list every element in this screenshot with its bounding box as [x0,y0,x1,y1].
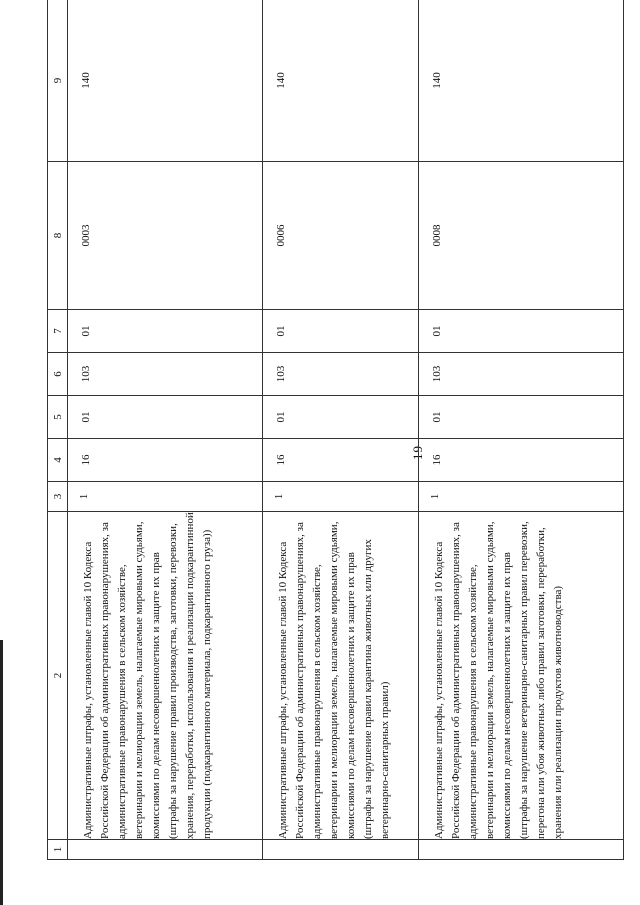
cell-value: 01 [80,325,93,337]
description-cell [418,512,623,840]
cell-col8 [263,162,418,310]
cell-col9 [68,0,263,162]
cell-value: 01 [275,325,288,337]
header-cell: 5 [48,396,68,439]
cell-value: 140 [430,72,443,89]
table-row [68,0,263,860]
cell-col6 [68,353,263,396]
cell-col1 [263,840,418,860]
cell-col7 [418,310,623,353]
cell-value: 140 [80,72,93,89]
cell-value: 01 [430,411,443,423]
cell-col4 [68,439,263,482]
cell-col7 [68,310,263,353]
cell-value: 1 [78,493,91,500]
cell-value: 103 [80,365,93,383]
cell-col8 [68,162,263,310]
cell-value: 01 [275,411,288,423]
cell-value: 16 [275,454,288,466]
cell-col4 [263,439,418,482]
header-cell: 7 [48,310,68,353]
header-cell: 3 [48,482,68,512]
cell-col9 [263,0,418,162]
cell-value: 103 [430,365,443,383]
cell-col8 [418,162,623,310]
cell-col4 [418,439,623,482]
cell-col3 [68,482,263,512]
cell-col5 [418,396,623,439]
cell-col3 [418,482,623,512]
description-text: Административные штрафы, установленные главой 10 Кодекса Российской Федерации об административных правонарушениях, за административные правонарушения в сельском хозяйстве, ветеринарии и мелиорации земель, налагаемые мировыми судьями, комиссиями по делам несовершеннолетних и защите их прав (штрафы за нарушение правил производства, заготовки, перевозки, хранения, переработки, использования и реализации подкарантинной продукции (подкарантинного материала, подкарантинного груза)) [82,512,214,839]
header-cell: 4 [48,439,68,482]
cell-value: 103 [275,365,288,383]
header-cell: 2 [48,512,68,840]
table-row [418,0,623,860]
cell-col3 [263,482,418,512]
description-cell [263,512,418,840]
header-cell: 1 [48,840,68,860]
header-cell: 6 [48,353,68,396]
header-cell: 8 [48,162,68,310]
cell-value: 140 [275,72,288,89]
header-cell: 9 [48,0,68,162]
cell-col6 [418,353,623,396]
description-text: Административные штрафы, установленные главой 10 Кодекса Российской Федерации об административных правонарушениях, за административные правонарушения в сельском хозяйстве, ветеринарии и мелиорации земель, налагаемые мировыми судьями, комиссиями по делам несовершеннолетних и защите их прав (штрафы за нарушение правил карантина животных или других ветеринарно-санитарных правил) [277,521,392,839]
cell-col7 [263,310,418,353]
cell-col5 [68,396,263,439]
cell-value: 01 [80,411,93,423]
page-number: 19 [410,445,425,460]
cell-value: 1 [428,493,441,500]
description-cell [68,512,263,840]
cell-value: 0003 [80,224,93,247]
cell-col5 [263,396,418,439]
cell-col6 [263,353,418,396]
cell-col1 [418,840,623,860]
description-text: Административные штрафы, установленные главой 10 Кодекса Российской Федерации об административных правонарушениях, за административные правонарушения в сельском хозяйстве, ветеринарии и мелиорации земель, налагаемые мировыми судьями, комиссиями по делам несовершеннолетних и защите их прав (штрафы за нарушение ветеринарно-санитарных правил перевозки, перегона или убоя животных либо правил заготовки, переработки, хранения или реализации продуктов животноводства) [432,521,564,839]
cell-value: 01 [430,325,443,337]
cell-value: 1 [273,493,286,500]
cell-value: 0008 [430,224,443,247]
header-row [48,0,68,860]
cell-col1 [68,840,263,860]
cell-value: 16 [80,454,93,466]
table-row [263,0,418,860]
cell-col9 [418,0,623,162]
budget-code-table [47,0,624,860]
cell-value: 16 [430,454,443,466]
cell-value: 0006 [275,224,288,247]
